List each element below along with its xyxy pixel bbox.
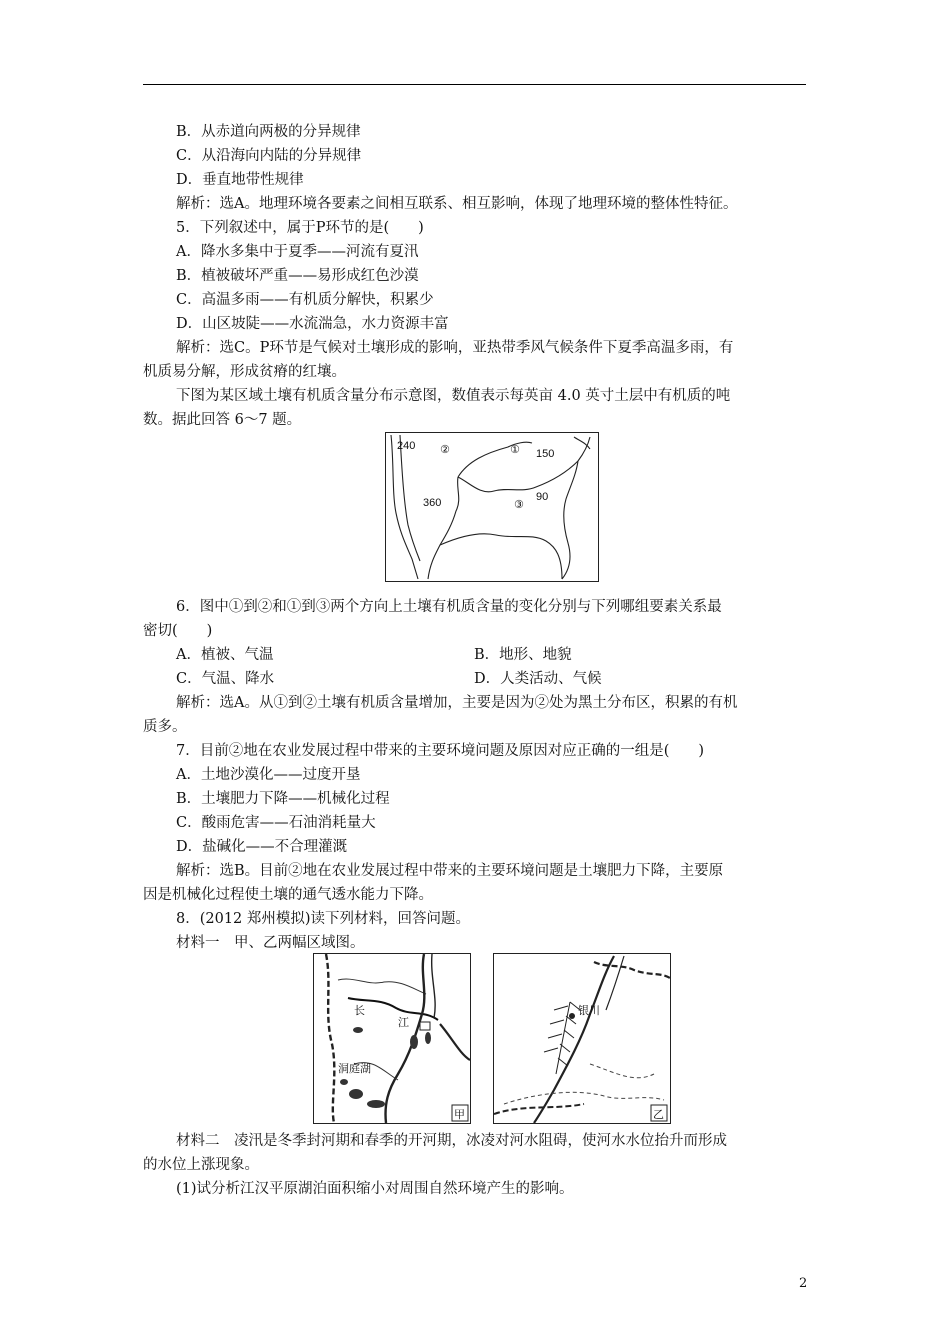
value-90: 90 — [536, 491, 549, 503]
label-jiang: 江 — [398, 1017, 409, 1029]
label-jia: 甲 — [454, 1109, 465, 1121]
option-c: C．从沿海向内陆的分异规律 — [176, 148, 362, 164]
answer-q6-line2: 质多。 — [143, 719, 187, 735]
answer-q4: 解析：选A。地理环境各要素之间相互联系、相互影响，体现了地理环境的整体性特征。 — [176, 196, 738, 212]
value-240: 240 — [397, 440, 416, 452]
q7-option-a: A．土地沙漠化——过度开垦 — [176, 767, 361, 783]
q6-option-c: C．气温、降水 — [176, 671, 275, 687]
q5-option-b: B．植被破坏严重——易形成红色沙漠 — [176, 268, 419, 284]
page-number: 2 — [799, 1276, 808, 1291]
label-yi: 乙 — [653, 1109, 664, 1121]
soil-organic-matter-map — [385, 432, 599, 582]
q5-option-a: A．降水多集中于夏季——河流有夏汛 — [176, 244, 419, 260]
region-map-jia — [313, 953, 471, 1124]
q6-option-d: D．人类活动、气候 — [474, 671, 602, 687]
answer-q7-line2: 因是机械化过程使土壤的通气透水能力下降。 — [143, 887, 433, 903]
question-5: 5．下列叙述中，属于P环节的是( ) — [176, 220, 424, 236]
q7-option-c: C．酸雨危害——石油消耗量大 — [176, 815, 376, 831]
question-7: 7．目前②地在农业发展过程中带来的主要环境问题及原因对应正确的一组是( ) — [176, 743, 705, 759]
region-map-yi — [493, 953, 671, 1124]
marker-2: ② — [440, 444, 450, 456]
figure-intro-line1: 下图为某区域土壤有机质含量分布示意图，数值表示每英亩 4.0 英寸土层中有机质的吨 — [176, 388, 731, 404]
header-rule — [143, 84, 806, 85]
answer-q5-line2: 机质易分解，形成贫瘠的红壤。 — [143, 364, 346, 380]
marker-1: ① — [510, 444, 520, 456]
option-b: B．从赤道向两极的分异规律 — [176, 124, 361, 140]
question-8-part1: (1)试分析江汉平原湖泊面积缩小对周围自然环境产生的影响。 — [176, 1181, 574, 1197]
q6-option-a: A．植被、气温 — [176, 647, 274, 663]
answer-q6-line1: 解析：选A。从①到②土壤有机质含量增加，主要是因为②处为黑土分布区，积累的有机 — [176, 695, 738, 711]
q6-option-b: B．地形、地貌 — [474, 647, 572, 663]
question-6-line1: 6．图中①到②和①到③两个方向上土壤有机质含量的变化分别与下列哪组要素关系最 — [176, 599, 722, 615]
q7-option-d: D．盐碱化——不合理灌溉 — [176, 839, 348, 855]
q7-option-b: B．土壤肥力下降——机械化过程 — [176, 791, 390, 807]
material-two-line1: 材料二 凌汛是冬季封河期和春季的开河期，冰凌对河水阻碍，使河水水位抬升而形成 — [176, 1133, 727, 1149]
label-dongting-lake: 洞庭湖 — [338, 1063, 371, 1075]
material-one: 材料一 甲、乙两幅区域图。 — [176, 935, 365, 951]
material-two-line2: 的水位上涨现象。 — [143, 1157, 259, 1173]
value-360: 360 — [423, 497, 442, 509]
answer-q7-line1: 解析：选B。目前②地在农业发展过程中带来的主要环境问题是土壤肥力下降，主要原 — [176, 863, 724, 879]
question-8: 8．(2012 郑州模拟)读下列材料，回答问题。 — [176, 911, 471, 927]
figure-intro-line2: 数。据此回答 6～7 题。 — [143, 412, 302, 428]
option-d: D．垂直地带性规律 — [176, 172, 304, 188]
value-150: 150 — [536, 448, 555, 460]
label-chang: 长 — [354, 1005, 365, 1017]
q5-option-c: C．高温多雨——有机质分解快，积累少 — [176, 292, 434, 308]
answer-q5-line1: 解析：选C。P环节是气候对土壤形成的影响，亚热带季风气候条件下夏季高温多雨，有 — [176, 340, 734, 356]
q5-option-d: D．山区坡陡——水流湍急，水力资源丰富 — [176, 316, 449, 332]
question-6-line2: 密切( ) — [143, 623, 213, 639]
label-yinchuan: 银川 — [578, 1005, 600, 1017]
marker-3: ③ — [514, 499, 524, 511]
